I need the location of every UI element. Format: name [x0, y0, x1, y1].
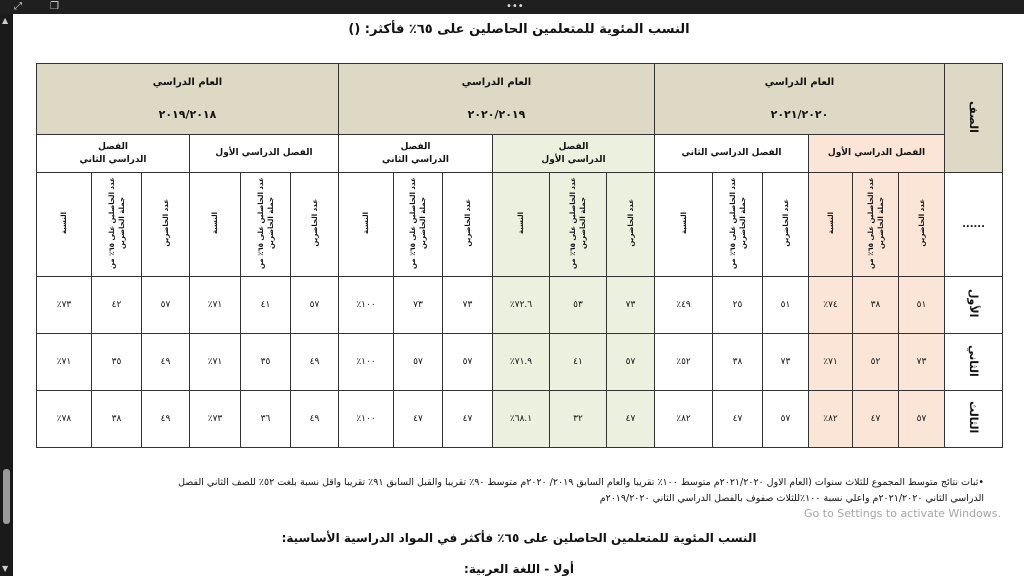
table-cell: ٧٤٪ — [809, 277, 853, 334]
column-header: النسبة — [809, 173, 853, 277]
table-cell: ٦٨.١٪ — [493, 391, 550, 448]
column-header: عدد الحاضرين — [607, 173, 655, 277]
table-cell: ٧٣ — [394, 277, 443, 334]
table-cell: ٤٩ — [291, 391, 339, 448]
table-cell: ٣٢ — [550, 391, 607, 448]
table-cell: ٧١٪ — [190, 334, 241, 391]
table-cell: ٥٧ — [899, 391, 945, 448]
column-header: عدد الحاصلين على ٦٥٪ من جملة الحاضرين — [550, 173, 607, 277]
column-header: عدد الحاضرين — [142, 173, 190, 277]
scroll-down-icon[interactable]: ▼ — [2, 564, 9, 573]
scroll-up-icon[interactable]: ▲ — [2, 16, 9, 25]
results-table — [36, 63, 1003, 448]
table-cell: ٧١.٩٪ — [493, 334, 550, 391]
column-header: عدد الحاصلين على ٦٥٪ من جملة الحاضرين — [713, 173, 763, 277]
table-cell: ٨٢٪ — [655, 391, 713, 448]
table-cell: ٥٧ — [142, 277, 190, 334]
column-header: عدد الحاصلين على ٦٥٪ من جملة الحاضرين — [241, 173, 291, 277]
restore-icon[interactable]: ⤢ — [14, 1, 22, 12]
more-icon[interactable]: ••• — [506, 1, 524, 12]
table-cell: ٧٣ — [443, 277, 493, 334]
document-page — [14, 14, 1024, 576]
semester-header: الفصل الدراسي الأول — [493, 135, 655, 173]
table-cell: ٤٩٪ — [655, 277, 713, 334]
table-row — [37, 391, 1003, 448]
year-2020-header: العام الدراسي ٢٠٢٠/٢٠١٩ — [339, 64, 655, 135]
grade-cell: الثالث — [945, 391, 1003, 448]
summary-line: •ثبات نتائج متوسط المجموع للثلاث سنوات (العام الاول ٢٠٢١/٢٠٢٠م متوسط ١٠٠٪ تقريبا والعام السابق ٢٠١٩/ ٢٠٢٠م متوسط ٩٠٪ تقريبا والقبل السابق ٩١٪ تقريبا واقل نسبة بلغت ٥٢٪ للصف الثاني الفصل — [178, 477, 984, 488]
table-cell: ١٠٠٪ — [339, 391, 394, 448]
table-cell: ٤١ — [550, 334, 607, 391]
table-cell: ٨٢٪ — [809, 391, 853, 448]
table-cell: ٧٣٪ — [37, 277, 92, 334]
column-header: النسبة — [190, 173, 241, 277]
table-cell: ٥٧ — [443, 334, 493, 391]
table-cell: ٣٥ — [92, 334, 142, 391]
table-cell: ٣٥ — [241, 334, 291, 391]
table-cell: ٥٧ — [291, 277, 339, 334]
year-2021-header: العام الدراسي ٢٠٢١/٢٠٢٠ — [655, 64, 945, 135]
table-cell: ٧٣ — [763, 334, 809, 391]
section-subtitle: النسب المئوية للمتعلمين الحاصلين على ٦٥٪ فأكثر في المواد الدراسية الأساسية: — [281, 531, 757, 545]
vertical-scrollbar[interactable] — [0, 14, 13, 576]
column-header: عدد الحاصلين على ٦٥٪ من جملة الحاضرين — [92, 173, 142, 277]
table-cell: ١٠٠٪ — [339, 334, 394, 391]
table-cell: ٥٣ — [550, 277, 607, 334]
table-cell: ٧١٪ — [190, 277, 241, 334]
table-cell: ٤٧ — [394, 391, 443, 448]
column-header: عدد الحاضرين — [291, 173, 339, 277]
semester-header: الفصل الدراسي الثاني — [655, 135, 809, 173]
table-cell: ٧١٪ — [809, 334, 853, 391]
column-header: عدد الحاصلين على ٦٥٪ من جملة الحاضرين — [394, 173, 443, 277]
column-header: النسبة — [493, 173, 550, 277]
table-row — [37, 334, 1003, 391]
table-cell: ٥١ — [899, 277, 945, 334]
activation-watermark: Go to Settings to activate Windows. — [804, 507, 1002, 520]
table-cell: ٧٣ — [899, 334, 945, 391]
year-2019-header: العام الدراسي ٢٠١٩/٢٠١٨ — [37, 64, 339, 135]
grade-cell: الثاني — [945, 334, 1003, 391]
column-header: النسبة — [339, 173, 394, 277]
copy-icon[interactable]: ❐ — [50, 1, 59, 12]
semester-header: الفصل الدراسي الثاني — [339, 135, 493, 173]
table-cell: ٣٨ — [713, 334, 763, 391]
column-header: عدد الحاصلين على ٦٥٪ من جملة الحاضرين — [853, 173, 899, 277]
grade-cell: الأول — [945, 277, 1003, 334]
table-cell: ٣٨ — [853, 277, 899, 334]
table-cell: ٧٣ — [607, 277, 655, 334]
summary-line: الدراسي الثاني ٢٠٢١/٢٠٢٠م واعلي نسبة ١٠٠٪للثلاث صفوف بالفصل الدراسي الثاني ٢٠١٩/٢٠٢٠م — [599, 493, 984, 504]
table-cell: ٤٧ — [443, 391, 493, 448]
semester-header: الفصل الدراسي الأول — [190, 135, 339, 173]
dots-cell: ...... — [945, 173, 1003, 277]
summary-paragraph — [44, 475, 984, 507]
table-cell: ٧٨٪ — [37, 391, 92, 448]
table-cell: ٤٧ — [607, 391, 655, 448]
table-cell: ٧١٪ — [37, 334, 92, 391]
table-cell: ٥٢٪ — [655, 334, 713, 391]
semester-header: الفصل الدراسي الثاني — [37, 135, 190, 173]
table-cell: ٧٢.٦٪ — [493, 277, 550, 334]
table-cell: ٥٧ — [394, 334, 443, 391]
table-cell: ٤٧ — [853, 391, 899, 448]
window-titlebar — [0, 0, 1024, 14]
table-cell: ٤٢ — [92, 277, 142, 334]
table-cell: ٥١ — [763, 277, 809, 334]
table-cell: ٢٥ — [713, 277, 763, 334]
table-cell: ١٠٠٪ — [339, 277, 394, 334]
table-cell: ٤٩ — [142, 391, 190, 448]
page-title: النسب المئوية للمتعلمين الحاصلين على ٦٥٪ فأكثر: () — [348, 22, 690, 37]
column-header: عدد الحاضرين — [763, 173, 809, 277]
table-cell: ٤٩ — [291, 334, 339, 391]
semester-header: الفصل الدراسي الأول — [809, 135, 945, 173]
table-cell: ٥٧ — [607, 334, 655, 391]
scrollbar-thumb[interactable] — [3, 469, 10, 524]
table-cell: ٣٦ — [241, 391, 291, 448]
table-row — [37, 277, 1003, 334]
table-cell: ٤٧ — [713, 391, 763, 448]
column-header: عدد الحاضرين — [443, 173, 493, 277]
table-cell: ٥٧ — [763, 391, 809, 448]
table-cell: ٤٩ — [142, 334, 190, 391]
section-heading: أولا - اللغة العربية: — [464, 562, 574, 576]
column-header: عدد الحاضرين — [899, 173, 945, 277]
table-cell: ٧٣٪ — [190, 391, 241, 448]
column-header: النسبة — [37, 173, 92, 277]
table-cell: ٥٢ — [853, 334, 899, 391]
grade-header: الصف — [945, 64, 1003, 173]
table-cell: ٤١ — [241, 277, 291, 334]
column-header: النسبة — [655, 173, 713, 277]
table-cell: ٣٨ — [92, 391, 142, 448]
